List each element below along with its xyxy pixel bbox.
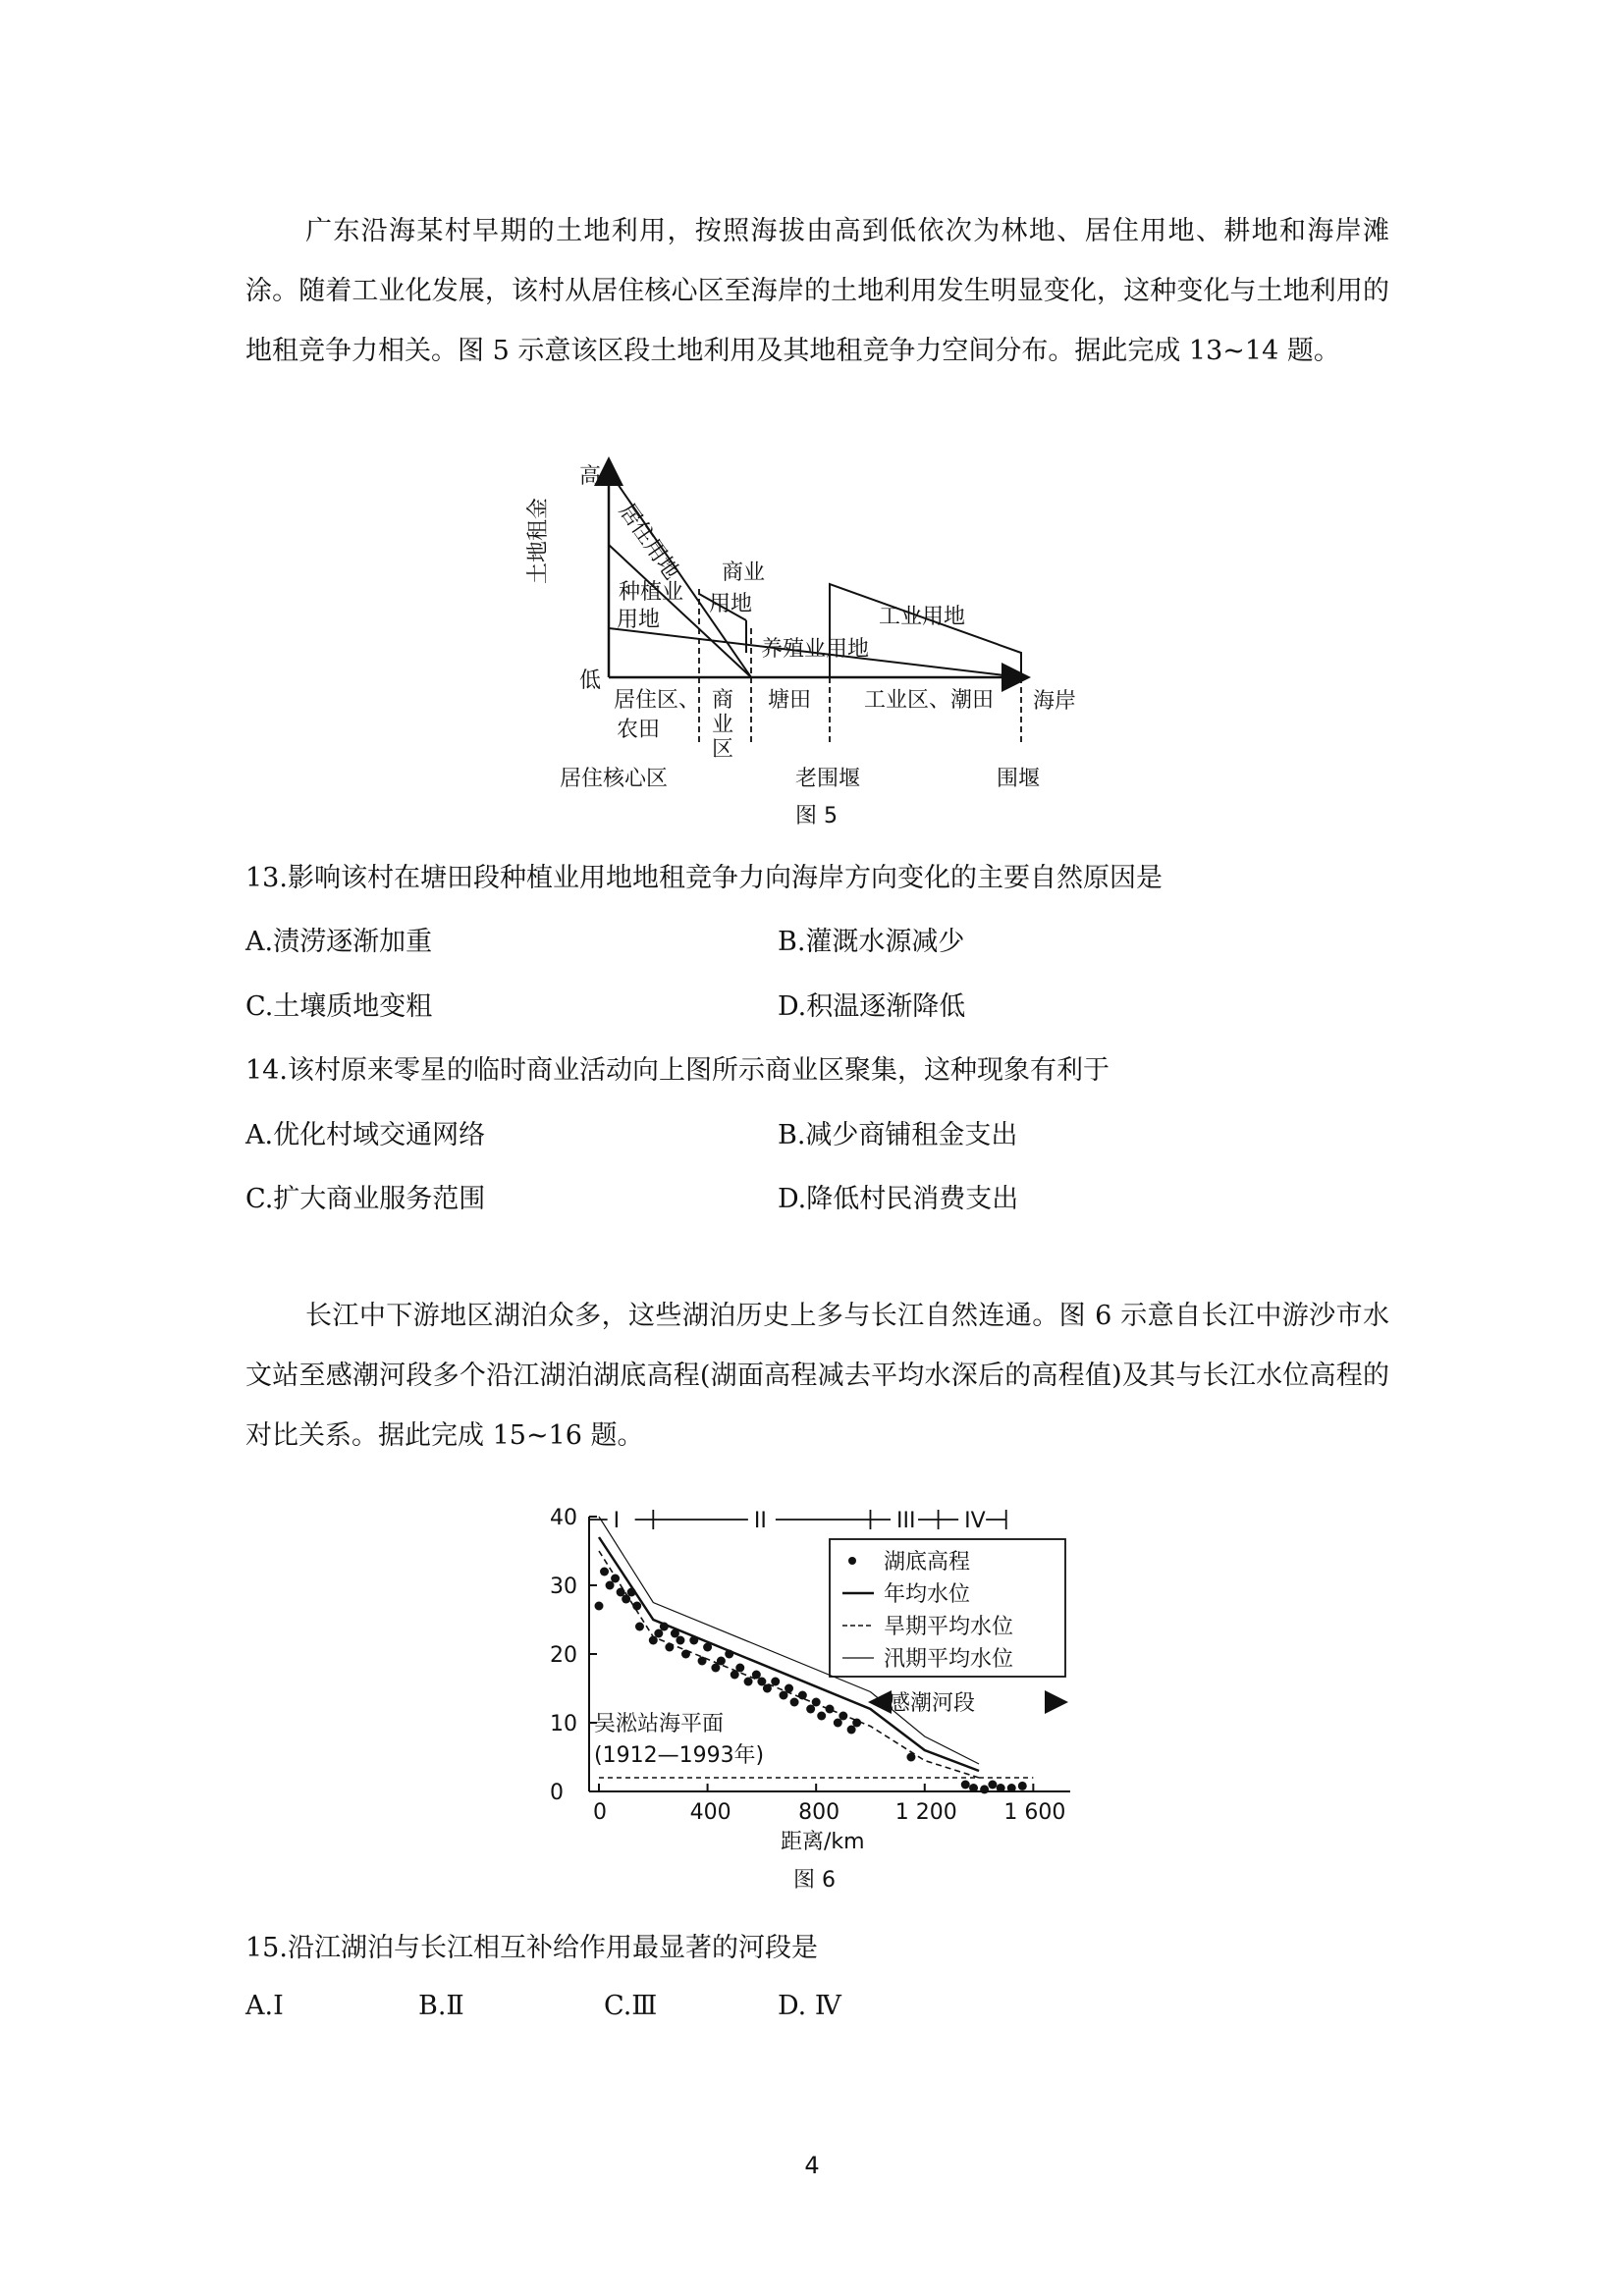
fig6-lakebed-point: [622, 1595, 630, 1604]
fig6-lakebed-point: [735, 1664, 744, 1673]
fig6-y-tick-label: 20: [550, 1643, 577, 1668]
fig6-y-tick-label: 40: [550, 1506, 577, 1530]
fig5-zone-4: 工业区、潮田: [864, 688, 995, 713]
q14-option-a: A.优化村域交通网络: [245, 1120, 486, 1150]
fig6-lakebed-point: [635, 1623, 644, 1631]
fig6-legend-dot: [848, 1557, 856, 1565]
fig6-segment-label: III: [896, 1509, 916, 1533]
fig6-lakebed-point: [752, 1671, 761, 1680]
fig6-lakebed-point: [654, 1629, 663, 1638]
q14-option-c: C.扩大商业服务范围: [245, 1184, 486, 1214]
fig6-lakebed-point: [817, 1712, 826, 1721]
fig6-sea-level-1: 吴淞站海平面: [594, 1712, 725, 1736]
fig6-x-tick-label: 1 200: [894, 1800, 957, 1825]
q13-stem: 13.影响该村在塘田段种植业用地地租竞争力向海岸方向变化的主要自然原因是: [245, 863, 1163, 893]
q14-stem: 14.该村原来零星的临时商业活动向上图所示商业区聚集，这种现象有利于: [245, 1055, 1110, 1086]
fig5-zone-3: 塘田: [768, 688, 812, 713]
fig5-label-industrial: 工业用地: [879, 605, 966, 629]
fig6-y-tick-label: 10: [550, 1712, 577, 1736]
fig6-lakebed-point: [744, 1678, 753, 1686]
fig6-y-tick-label: 0: [550, 1781, 564, 1805]
fig5-zone-2c: 区: [712, 737, 734, 762]
q15-stem: 15.沿江湖泊与长江相互补给作用最显著的河段是: [245, 1933, 818, 1963]
fig6-xlabel: 距离/km: [781, 1830, 865, 1854]
fig6-lakebed-point: [681, 1650, 690, 1659]
fig6-x-tick-label: 1 600: [1003, 1800, 1066, 1825]
fig5-old-dike-label: 老围堰: [795, 767, 861, 791]
q15-option-a: A.Ⅰ: [245, 1991, 284, 2021]
fig6-lakebed-point: [961, 1781, 970, 1789]
q15-option-d: D. Ⅳ: [778, 1991, 841, 2021]
fig6-lakebed-point: [611, 1575, 620, 1583]
fig6-caption: 图 6: [793, 1868, 836, 1893]
fig6-legend-flood-label: 汛期平均水位: [884, 1647, 1014, 1672]
fig6-lakebed-point: [717, 1657, 726, 1666]
q14-option-b: B.减少商铺租金支出: [778, 1120, 1018, 1150]
fig6-segment-label: I: [613, 1509, 621, 1533]
fig6-lakebed-point: [988, 1781, 997, 1789]
fig6-lakebed-point: [595, 1602, 604, 1611]
fig5-y-high: 高: [579, 464, 602, 489]
fig6-lakebed-point: [606, 1581, 615, 1590]
page-number: 4: [804, 2152, 820, 2179]
fig6-x-tick-label: 0: [593, 1800, 607, 1825]
fig6-lakebed-point: [790, 1698, 799, 1707]
fig6-lakebed-point: [689, 1636, 698, 1645]
fig6-legend-dry-label: 旱期平均水位: [884, 1615, 1014, 1639]
fig6-tidal-label: 感潮河段: [889, 1691, 976, 1716]
fig6-lakebed-point: [698, 1657, 707, 1666]
fig6-lakebed-point: [703, 1643, 712, 1652]
q13-option-a: A.渍涝逐渐加重: [245, 927, 433, 957]
fig6-lakebed-point: [1018, 1782, 1027, 1790]
fig5-zone-1a: 居住区、: [614, 688, 701, 713]
fig5-x-end: 海岸: [1033, 689, 1077, 714]
fig6-lakebed-point: [649, 1636, 658, 1645]
fig5-zone-2a: 商: [712, 688, 734, 713]
fig6-lakebed-point: [997, 1784, 1005, 1792]
fig6-segment-label: IV: [964, 1509, 986, 1533]
fig6-lakebed-point: [771, 1678, 780, 1686]
fig5-y-label: 土地租金: [526, 497, 551, 584]
fig6-lakebed-point: [852, 1719, 861, 1728]
fig6-lakebed-point: [980, 1785, 989, 1793]
fig6-y-tick-label: 30: [550, 1575, 577, 1599]
fig5-core-label: 居住核心区: [560, 767, 669, 791]
fig6-lakebed-point: [785, 1684, 793, 1693]
fig6-segment-label: II: [753, 1509, 767, 1533]
fig5-label-commercial-1: 商业: [722, 561, 766, 585]
fig5-y-low: 低: [579, 668, 602, 693]
fig6-lakebed-point: [806, 1705, 815, 1714]
fig6-lakebed-point: [763, 1684, 772, 1693]
fig6-lakebed-point: [676, 1636, 684, 1645]
fig6-legend-lakebed: 湖底高程: [884, 1550, 971, 1575]
fig6-lakebed-point: [798, 1691, 807, 1700]
fig6-x-tick-label: 800: [798, 1800, 840, 1825]
fig6-lakebed-point: [969, 1784, 978, 1792]
fig6-lakebed-point: [725, 1650, 733, 1659]
fig6-lakebed-point: [834, 1719, 842, 1728]
q13-option-d: D.积温逐渐降低: [778, 991, 966, 1022]
fig6-lakebed-point: [839, 1712, 847, 1721]
fig6-lakebed-point: [1007, 1784, 1016, 1792]
fig5-zone-2b: 业: [712, 713, 734, 737]
fig6-lakebed-point: [711, 1664, 720, 1673]
fig6-lakebed-point: [812, 1698, 821, 1707]
q13-option-b: B.灌溉水源减少: [778, 927, 965, 957]
fig5-dike-label: 围堰: [997, 767, 1041, 791]
fig6-lakebed-point: [731, 1671, 739, 1680]
q15-option-c: C.Ⅲ: [604, 1991, 658, 2021]
fig6-lakebed-point: [600, 1568, 609, 1576]
q13-option-c: C.土壤质地变粗: [245, 991, 433, 1022]
fig6-lakebed-point: [627, 1588, 636, 1597]
q14-option-d: D.降低村民消费支出: [778, 1184, 1019, 1214]
fig6-lakebed-point: [671, 1629, 679, 1638]
fig5-zone-1b: 农田: [617, 718, 661, 742]
fig6-lakebed-point: [757, 1678, 766, 1686]
fig6-lakebed-point: [780, 1691, 788, 1700]
fig5-label-planting-1: 种植业: [619, 580, 684, 605]
fig6-lakebed-point: [617, 1588, 625, 1597]
fig5-label-aquaculture: 养殖业用地: [761, 637, 870, 662]
fig5-caption: 图 5: [795, 804, 838, 828]
fig5-label-commercial-2: 用地: [709, 592, 753, 616]
fig6-lakebed-point: [847, 1726, 856, 1735]
passage-1: 广东沿海某村早期的土地利用，按照海拔由高到低依次为林地、居住用地、耕地和海岸滩涂。随着工业化发展，该村从居住核心区至海岸的土地利用发生明显变化，这种变化与土地利用的地租竞争力相关。图 5 示意该区段土地利用及其地租竞争力空间分布。据此完成 13~14 题。: [245, 216, 1389, 366]
q15-option-b: B.Ⅱ: [418, 1991, 464, 2021]
fig6-legend-annual-label: 年均水位: [884, 1582, 971, 1607]
fig5-label-planting-2: 用地: [617, 608, 661, 632]
fig6-lakebed-point: [906, 1753, 915, 1762]
fig6-lakebed-point: [632, 1602, 641, 1611]
fig5-label-residential: 居住用地: [614, 499, 684, 585]
fig6-lakebed-point: [826, 1705, 835, 1714]
fig6-segment-label-bg: [608, 1507, 635, 1532]
fig6-sea-level-2: (1912—1993年): [594, 1743, 765, 1768]
fig6-lakebed-point: [665, 1643, 674, 1652]
passage-2: 长江中下游地区湖泊众多，这些湖泊历史上多与长江自然连通。图 6 示意自长江中游沙市水文站至感潮河段多个沿江湖泊湖底高程(湖面高程减去平均水深后的高程值)及其与长江水位高程的对比关系。据此完成 15~16 题。: [245, 1301, 1389, 1451]
fig6-x-tick-label: 400: [689, 1800, 731, 1825]
fig6-lakebed-point: [660, 1623, 669, 1631]
